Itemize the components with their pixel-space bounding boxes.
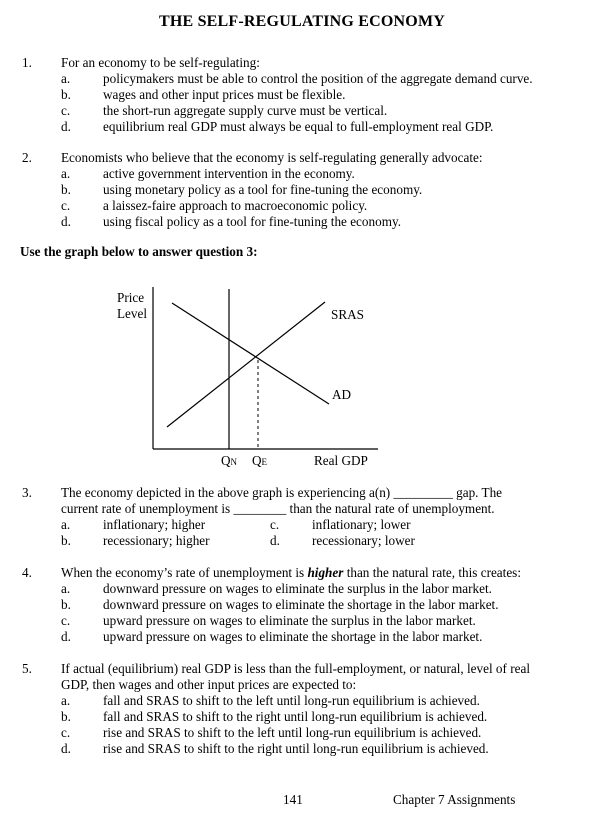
qe-label [252, 453, 268, 468]
option-b [61, 597, 581, 613]
chapter-label: Chapter 7 Assignments [393, 792, 516, 807]
option-letter: b. [61, 87, 71, 102]
qn-label [221, 453, 238, 468]
question-number: 5. [22, 661, 32, 676]
question-number: 2. [22, 150, 32, 165]
option-text: wages and other input prices must be flexible. [103, 87, 346, 102]
option-text: active government intervention in the economy. [103, 166, 355, 181]
option-letter: b. [61, 182, 71, 197]
option-letter: a. [61, 166, 71, 181]
question-number: 4. [22, 565, 32, 580]
question-stem-line-2: GDP, then wages and other input prices are expected to: [61, 677, 357, 692]
page-title: THE SELF-REGULATING ECONOMY [158, 13, 446, 30]
option-text: equilibrium real GDP must always be equal to full-employment real GDP. [103, 119, 494, 134]
option-text: using monetary policy as a tool for fine-tuning the economy. [103, 182, 423, 197]
qn-subscript: N [230, 457, 238, 467]
question-stem-line-2: current rate of unemployment is ________ than the natural rate of unemployment. [61, 501, 495, 516]
question-stem-line-1: If actual (equilibrium) real GDP is less than the full-employment, or natural, level of real [61, 661, 530, 676]
option-text: downward pressure on wages to eliminate the shortage in the labor market. [103, 597, 499, 612]
option-text: fall and SRAS to shift to the right until long-run equilibrium is achieved. [103, 709, 488, 724]
page-number: 141 [283, 792, 303, 807]
question-number: 3. [22, 485, 32, 500]
option-text: downward pressure on wages to eliminate the surplus in the labor market. [103, 581, 492, 596]
options-row-1 [61, 517, 581, 533]
option-text: upward pressure on wages to eliminate the shortage in the labor market. [103, 629, 483, 644]
qe-subscript: E [261, 457, 268, 467]
option-letter: d. [61, 629, 71, 644]
option-a [61, 693, 581, 709]
option-text: upward pressure on wages to eliminate the surplus in the labor market. [103, 613, 476, 628]
question-stem [61, 565, 581, 581]
option-text: rise and SRAS to shift to the left until long-run equilibrium is achieved. [103, 725, 482, 740]
option-text: recessionary; higher [103, 533, 210, 548]
option-letter: a. [61, 693, 71, 708]
option-letter: c. [61, 198, 71, 213]
question-number: 1. [22, 55, 32, 70]
stem-text: than the natural rate, this creates: [343, 565, 521, 580]
option-letter: d. [61, 119, 71, 134]
option-text: a laissez-faire approach to macroeconomic policy. [103, 198, 368, 213]
option-letter: b. [61, 597, 71, 612]
question-stem: Economists who believe that the economy is self-regulating generally advocate: [61, 150, 483, 165]
option-text: the short-run aggregate supply curve must be vertical. [103, 103, 388, 118]
sras-label: SRAS [331, 307, 364, 322]
option-text: rise and SRAS to shift to the right until long-run equilibrium is achieved. [103, 741, 489, 756]
option-a [61, 581, 581, 597]
option-letter: b. [61, 709, 71, 724]
option-text: using fiscal policy as a tool for fine-tuning the economy. [103, 214, 401, 229]
stem-emphasis: higher [307, 565, 344, 580]
graph-instruction: Use the graph below to answer question 3: [20, 244, 258, 259]
option-letter: c. [61, 613, 71, 628]
option-letter: d. [61, 214, 71, 229]
qn-main: Q [221, 453, 231, 468]
option-letter: c. [61, 725, 71, 740]
option-c [61, 725, 581, 741]
option-text: policymakers must be able to control the position of the aggregate demand curve. [103, 71, 533, 86]
option-letter: d. [270, 533, 280, 548]
option-letter: a. [61, 517, 71, 532]
y-axis-label-price: Price [117, 290, 145, 305]
question-stem-line-1: The economy depicted in the above graph is experiencing a(n) _________ gap. The [61, 485, 503, 500]
y-axis-label-level: Level [117, 306, 148, 321]
ad-label: AD [332, 387, 352, 402]
sras-curve [167, 302, 325, 427]
option-c [61, 613, 581, 629]
options-row-2 [61, 533, 581, 549]
option-letter: d. [61, 741, 71, 756]
option-letter: c. [61, 103, 71, 118]
option-d [61, 741, 581, 757]
option-text: fall and SRAS to shift to the left until long-run equilibrium is achieved. [103, 693, 480, 708]
option-letter: c. [270, 517, 280, 532]
option-letter: a. [61, 71, 71, 86]
option-letter: a. [61, 581, 71, 596]
x-axis-label: Real GDP [314, 453, 368, 468]
qe-main: Q [252, 453, 262, 468]
option-letter: b. [61, 533, 71, 548]
stem-text: When the economy’s rate of unemployment is [61, 565, 308, 580]
question-stem: For an economy to be self-regulating: [61, 55, 260, 70]
option-b [61, 709, 581, 725]
option-text: recessionary; lower [312, 533, 415, 548]
option-text: inflationary; higher [103, 517, 206, 532]
option-text: inflationary; lower [312, 517, 411, 532]
option-d [61, 629, 581, 645]
